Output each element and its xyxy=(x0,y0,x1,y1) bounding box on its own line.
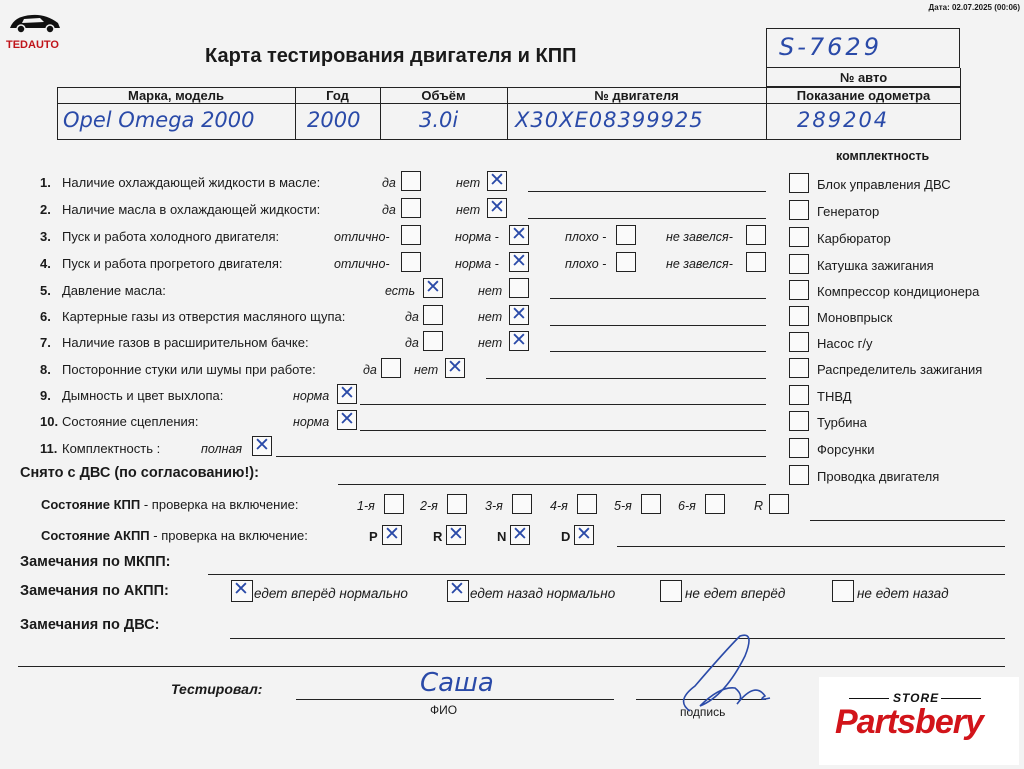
auto-gearbox-label-bold: Состояние АКПП xyxy=(41,528,150,543)
manual-gearbox-label xyxy=(41,497,298,512)
q3-excellent-checkbox[interactable] xyxy=(401,225,421,245)
q4-opt-excellent: отлично- xyxy=(334,257,390,271)
q8-opt-no: нет xyxy=(414,363,439,377)
gear-4-label: 4-я xyxy=(550,499,568,513)
q8-number: 8. xyxy=(40,362,51,377)
gear-r-checkbox[interactable] xyxy=(769,494,789,514)
signature-scribble xyxy=(665,626,775,721)
q9-number: 9. xyxy=(40,388,51,403)
q3-opt-normal: норма - xyxy=(455,230,499,244)
kit-item-injection-pump: ТНВД xyxy=(817,389,852,404)
q3-opt-excellent: отлично- xyxy=(334,230,390,244)
q4-opt-normal: норма - xyxy=(455,257,499,271)
q10-text: Состояние сцепления: xyxy=(62,414,199,429)
q8-no-checkbox[interactable] xyxy=(445,358,465,378)
remarks-auto-label: Замечания по АКПП: xyxy=(20,583,169,599)
q4-bad-checkbox[interactable] xyxy=(616,252,636,272)
q4-excellent-checkbox[interactable] xyxy=(401,252,421,272)
q1-opt-yes: да xyxy=(382,176,396,190)
q6-number: 6. xyxy=(40,309,51,324)
gear-2-label: 2-я xyxy=(420,499,438,513)
q4-number: 4. xyxy=(40,256,51,271)
signature-label: подпись xyxy=(680,705,726,719)
q2-number: 2. xyxy=(40,202,51,217)
q7-text: Наличие газов в расширительном бачке: xyxy=(62,335,309,350)
val-make: Opel Omega 2000 xyxy=(63,108,255,132)
q5-opt-yes: есть xyxy=(385,284,416,298)
removed-label: Снято с ДВС (по согласованию!): xyxy=(20,465,259,481)
kit-item-generator: Генератор xyxy=(817,204,880,219)
q1-no-checkbox[interactable] xyxy=(487,171,507,191)
col-car-no: № авто xyxy=(839,70,888,85)
q10-normal-checkbox[interactable] xyxy=(337,410,357,430)
gear-6-label: 6-я xyxy=(678,499,696,513)
q6-yes-checkbox[interactable] xyxy=(423,305,443,325)
car-icon xyxy=(6,8,64,34)
q8-yes-checkbox[interactable] xyxy=(381,358,401,378)
kit-checkbox-turbo[interactable] xyxy=(789,411,809,431)
gear-4-checkbox[interactable] xyxy=(577,494,597,514)
auto-no-forward-checkbox[interactable] xyxy=(660,580,682,602)
gear-r-label: R xyxy=(754,499,764,513)
q2-yes-checkbox[interactable] xyxy=(401,198,421,218)
q6-no-checkbox[interactable] xyxy=(509,305,529,325)
q5-opt-no: нет xyxy=(478,284,503,298)
tester-name: Саша xyxy=(420,668,494,698)
col-year: Год xyxy=(326,88,349,103)
val-year: 2000 xyxy=(307,108,361,132)
q7-opt-yes: да xyxy=(405,336,419,350)
kit-item-ac-compressor: Компрессор кондиционера xyxy=(817,284,980,299)
q8-text: Посторонние стуки или шумы при работе: xyxy=(62,362,316,377)
auto-gearbox-label-rest: - проверка на включение: xyxy=(149,528,308,543)
gear-5-checkbox[interactable] xyxy=(641,494,661,514)
tedauto-logo xyxy=(6,8,64,51)
q3-opt-bad: плохо - xyxy=(565,230,607,244)
manual-gearbox-label-bold: Состояние КПП xyxy=(41,497,141,512)
q3-nostart-checkbox[interactable] xyxy=(746,225,766,245)
q4-normal-checkbox[interactable] xyxy=(509,252,529,272)
gear-5-label: 5-я xyxy=(614,499,632,513)
col-engine: № двигателя xyxy=(594,88,679,103)
auto-gearbox-label xyxy=(41,528,308,543)
q6-opt-no: нет xyxy=(478,310,503,324)
q11-text: Комплектность : xyxy=(62,441,161,456)
col-odometer: Показание одометра xyxy=(796,88,931,103)
auto-forward-ok-checkbox[interactable] xyxy=(231,580,253,602)
q11-number: 11. xyxy=(40,441,58,456)
val-engine: X30XE08399925 xyxy=(515,108,704,132)
kit-item-ecu: Блок управления ДВС xyxy=(817,177,951,192)
auto-no-backward-checkbox[interactable] xyxy=(832,580,854,602)
kit-item-coil: Катушка зажигания xyxy=(817,258,934,273)
q7-yes-checkbox[interactable] xyxy=(423,331,443,351)
logo-text: TEDAUTO xyxy=(6,39,59,51)
kit-checkbox-injection-pump[interactable] xyxy=(789,385,809,405)
q7-number: 7. xyxy=(40,335,51,350)
mode-p-checkbox[interactable] xyxy=(382,525,402,545)
mode-p-label: P xyxy=(369,529,378,544)
kit-checkbox-ac-compressor[interactable] xyxy=(789,280,809,300)
mode-d-label: D xyxy=(561,529,571,544)
q3-number: 3. xyxy=(40,229,51,244)
q6-opt-yes: да xyxy=(405,310,419,324)
q5-no-checkbox[interactable] xyxy=(509,278,529,298)
q9-opt-normal: норма xyxy=(293,389,330,403)
auto-forward-ok-label: едет вперёд нормально xyxy=(254,586,408,601)
kit-title: комплектность xyxy=(836,149,930,163)
kit-item-wiring: Проводка двигателя xyxy=(817,469,940,484)
stock-number: S-7629 xyxy=(779,33,882,61)
mode-n-label: N xyxy=(497,529,507,544)
kit-item-mono-injection: Моновпрыск xyxy=(817,310,893,325)
q7-opt-no: нет xyxy=(478,336,503,350)
val-volume: 3.0i xyxy=(419,108,459,132)
q2-text: Наличие масла в охлаждающей жидкости: xyxy=(62,202,321,217)
header-table xyxy=(57,68,961,140)
watermark-brand: Partsbery xyxy=(835,703,983,741)
kit-checkbox-carburetor[interactable] xyxy=(789,227,809,247)
kit-item-carburetor: Карбюратор xyxy=(817,231,891,246)
gear-1-label: 1-я xyxy=(357,499,375,513)
q1-yes-checkbox[interactable] xyxy=(401,171,421,191)
auto-backward-ok-checkbox[interactable] xyxy=(447,580,469,602)
kit-checkbox-wiring[interactable] xyxy=(789,465,809,485)
q6-text: Картерные газы из отверстия масляного щупа: xyxy=(62,309,346,324)
auto-no-forward-label: не едет вперёд xyxy=(685,586,786,601)
kit-item-injectors: Форсунки xyxy=(817,442,875,457)
kit-item-turbo: Турбина xyxy=(817,415,867,430)
q7-no-checkbox[interactable] xyxy=(509,331,529,351)
kit-item-distributor: Распределитель зажигания xyxy=(817,362,983,377)
kit-checkbox-generator[interactable] xyxy=(789,200,809,220)
q11-opt-full: полная xyxy=(201,442,243,456)
kit-checkbox-injectors[interactable] xyxy=(789,438,809,458)
fio-label: ФИО xyxy=(430,703,458,717)
mode-n-checkbox[interactable] xyxy=(510,525,530,545)
kit-checkbox-mono-injection[interactable] xyxy=(789,306,809,326)
q8-opt-yes: да xyxy=(363,363,377,377)
gear-3-checkbox[interactable] xyxy=(512,494,532,514)
q11-full-checkbox[interactable] xyxy=(252,436,272,456)
manual-gearbox-label-rest: - проверка на включение: xyxy=(140,497,299,512)
watermark-store: STORE xyxy=(893,691,940,705)
mode-r-label: R xyxy=(433,529,443,544)
kit-checkbox-coil[interactable] xyxy=(789,254,809,274)
q3-opt-nostart: не завелся- xyxy=(666,230,733,244)
tested-label: Тестировал: xyxy=(171,681,263,697)
q4-nostart-checkbox[interactable] xyxy=(746,252,766,272)
q1-text: Наличие охлаждающей жидкости в масле: xyxy=(62,175,321,190)
stock-number-box xyxy=(766,28,960,68)
partsbery-watermark xyxy=(819,677,1019,765)
q10-opt-normal: норма xyxy=(293,415,330,429)
page-title: Карта тестирования двигателя и КПП xyxy=(205,45,577,67)
q2-no-checkbox[interactable] xyxy=(487,198,507,218)
q3-normal-checkbox[interactable] xyxy=(509,225,529,245)
date-stamp: Дата: 02.07.2025 (00:06) xyxy=(928,3,1020,12)
remarks-engine-label: Замечания по ДВС: xyxy=(20,617,160,633)
mode-d-checkbox[interactable] xyxy=(574,525,594,545)
q3-text: Пуск и работа холодного двигателя: xyxy=(62,229,280,244)
kit-item-ps-pump: Насос г/у xyxy=(817,336,873,351)
gear-6-checkbox[interactable] xyxy=(705,494,725,514)
q3-bad-checkbox[interactable] xyxy=(616,225,636,245)
auto-no-backward-label: не едет назад xyxy=(857,586,949,601)
val-odometer: 289204 xyxy=(797,108,890,132)
q9-normal-checkbox[interactable] xyxy=(337,384,357,404)
q2-opt-no: нет xyxy=(456,203,481,217)
q4-opt-nostart: не завелся- xyxy=(666,257,733,271)
remarks-manual-label: Замечания по МКПП: xyxy=(20,554,171,570)
kit-checkbox-distributor[interactable] xyxy=(789,358,809,378)
q5-number: 5. xyxy=(40,283,51,298)
q1-opt-no: нет xyxy=(456,176,481,190)
q4-opt-bad: плохо - xyxy=(565,257,607,271)
q2-opt-yes: да xyxy=(382,203,396,217)
auto-backward-ok-label: едет назад нормально xyxy=(470,586,616,601)
col-volume: Объём xyxy=(421,88,466,103)
gear-2-checkbox[interactable] xyxy=(447,494,467,514)
kit-checkbox-ps-pump[interactable] xyxy=(789,332,809,352)
q4-text: Пуск и работа прогретого двигателя: xyxy=(62,256,283,271)
q10-number: 10. xyxy=(40,414,59,429)
gear-1-checkbox[interactable] xyxy=(384,494,404,514)
kit-checkbox-ecu[interactable] xyxy=(789,173,809,193)
q1-number: 1. xyxy=(40,175,51,190)
col-make: Марка, модель xyxy=(127,88,225,103)
mode-r-checkbox[interactable] xyxy=(446,525,466,545)
gear-3-label: 3-я xyxy=(485,499,503,513)
q5-text: Давление масла: xyxy=(62,283,166,298)
q9-text: Дымность и цвет выхлопа: xyxy=(62,388,224,403)
q5-yes-checkbox[interactable] xyxy=(423,278,443,298)
